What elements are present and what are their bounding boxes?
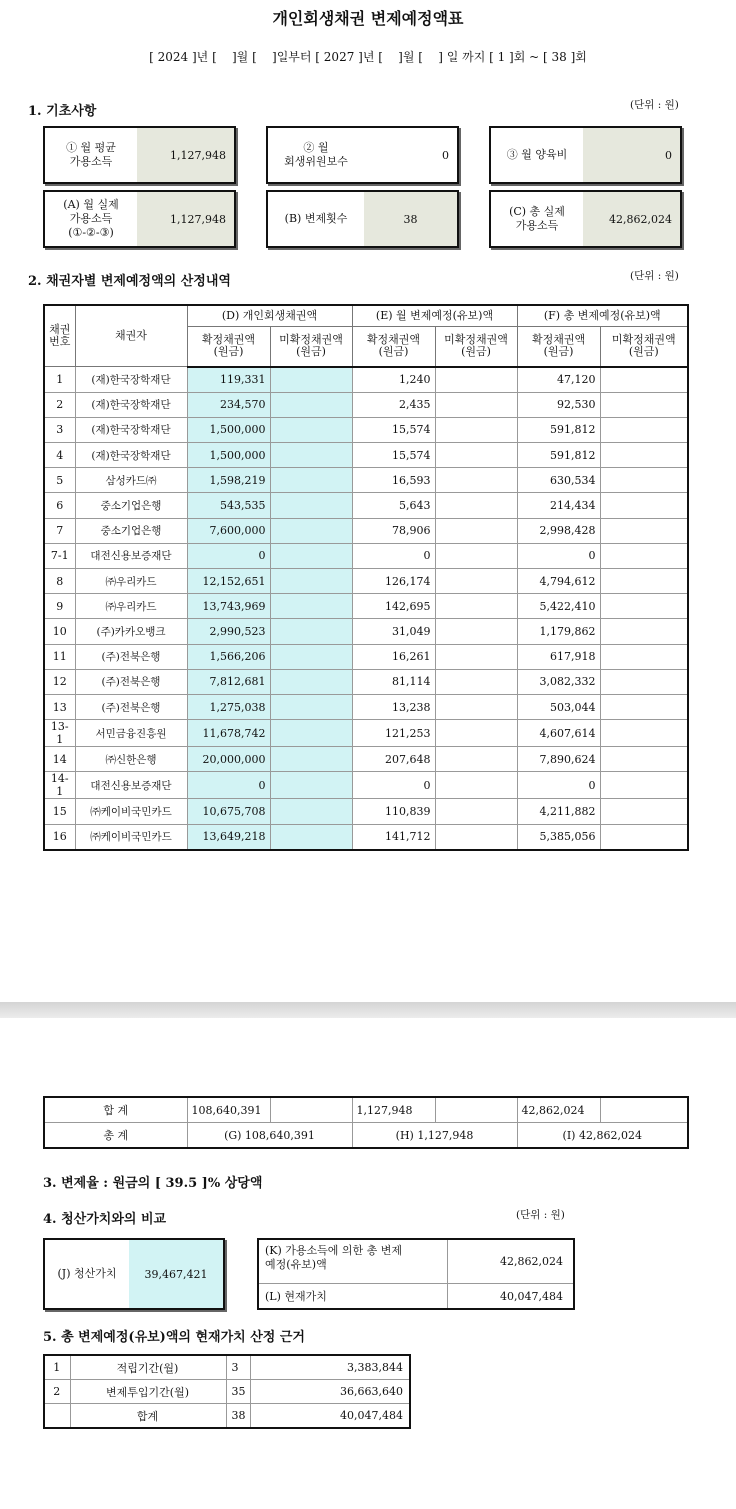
liquidation-value: 39,467,421 (129, 1240, 223, 1308)
creditor-row (44, 772, 688, 799)
confirmed-claim: 119,331 (187, 367, 270, 393)
monthly-payment-unconfirmed (435, 824, 517, 850)
total-payment-unconfirmed (600, 619, 688, 644)
total-payment-unconfirmed (600, 694, 688, 719)
confirmed-claim: 543,535 (187, 493, 270, 518)
monthly-payment: 110,839 (352, 799, 435, 824)
creditor-name: (재)한국장학재단 (75, 367, 187, 393)
total-income-label: (C) 총 실제 가용소득 (509, 204, 565, 232)
monthly-payment-unconfirmed (435, 694, 517, 719)
subtotal-e-unconfirmed (435, 1097, 517, 1123)
total-payment-unconfirmed (600, 644, 688, 669)
e-confirmed-header: 확정채권액 (원금) (352, 327, 435, 367)
creditor-no: 7-1 (44, 543, 75, 568)
unconfirmed-claim (270, 417, 352, 442)
pv-label: 변제투입기간(월) (70, 1380, 226, 1404)
liquidation-value-box (43, 1238, 225, 1310)
creditor-name: 중소기업은행 (75, 518, 187, 543)
unit-label-2: (단위 : 원) (630, 270, 679, 282)
creditor-row (44, 669, 688, 694)
col-no-header: 채권 번호 (44, 305, 75, 367)
monthly-payment-unconfirmed (435, 747, 517, 772)
trustee-fee-value: 0 (442, 148, 449, 162)
pv-row (44, 1355, 410, 1380)
total-payment-unconfirmed (600, 443, 688, 468)
subtotal-f-unconfirmed (600, 1097, 688, 1123)
page-title: 개인회생채권 변제예정액표 (272, 9, 464, 28)
monthly-payment: 2,435 (352, 392, 435, 417)
actual-income-value: 1,127,948 (137, 192, 234, 246)
total-payment-unconfirmed (600, 417, 688, 442)
avg-income-value: 1,127,948 (137, 128, 234, 182)
creditor-row (44, 518, 688, 543)
d-confirmed-header: 확정채권액 (원금) (187, 327, 270, 367)
creditor-name: 대전신용보증재단 (75, 772, 187, 799)
payment-count-box (266, 190, 459, 248)
l-row (259, 1284, 573, 1308)
pv-row (44, 1380, 410, 1404)
totals-table (43, 1096, 689, 1149)
creditor-row (44, 392, 688, 417)
avg-income-box (43, 126, 236, 184)
section4-heading: 4. 청산가치와의 비교 (43, 1212, 167, 1227)
pv-months: 35 (226, 1380, 250, 1404)
unit-label-4: (단위 : 원) (516, 1209, 565, 1221)
creditor-no: 7 (44, 518, 75, 543)
period-line: [ 2024 ]년 [ ]월 [ ]일부터 [ 2027 ]년 [ ]월 [ ] 일 까지 [ 1 ]회 ~ [ 38 ]회 (149, 50, 587, 64)
creditor-row (44, 443, 688, 468)
creditor-no: 15 (44, 799, 75, 824)
unconfirmed-claim (270, 392, 352, 417)
creditor-no: 10 (44, 619, 75, 644)
subtotal-e: 1,127,948 (352, 1097, 435, 1123)
monthly-payment: 126,174 (352, 569, 435, 594)
total-payment-unconfirmed (600, 747, 688, 772)
grand-total-h: (H) 1,127,948 (352, 1123, 517, 1149)
creditor-no: 12 (44, 669, 75, 694)
subtotal-row (44, 1097, 688, 1123)
creditor-name: (주)카카오뱅크 (75, 619, 187, 644)
total-payment: 630,534 (517, 468, 600, 493)
monthly-payment-unconfirmed (435, 367, 517, 393)
confirmed-claim: 0 (187, 772, 270, 799)
monthly-payment: 5,643 (352, 493, 435, 518)
total-payment: 3,082,332 (517, 669, 600, 694)
pv-label: 적립기간(월) (70, 1355, 226, 1380)
total-income-box (489, 190, 682, 248)
total-payment: 2,998,428 (517, 518, 600, 543)
total-payment: 591,812 (517, 417, 600, 442)
creditor-no: 2 (44, 392, 75, 417)
confirmed-claim: 1,500,000 (187, 417, 270, 442)
monthly-payment-unconfirmed (435, 443, 517, 468)
monthly-payment-unconfirmed (435, 772, 517, 799)
creditor-no: 13 (44, 694, 75, 719)
monthly-payment-unconfirmed (435, 518, 517, 543)
child-support-box (489, 126, 682, 184)
creditor-name: 삼성카드㈜ (75, 468, 187, 493)
pv-row (44, 1404, 410, 1429)
k-label: (K) 가용소득에 의한 총 변제 예정(유보)액 (259, 1240, 448, 1283)
total-payment: 47,120 (517, 367, 600, 393)
total-payment-unconfirmed (600, 772, 688, 799)
creditor-name: ㈜우리카드 (75, 569, 187, 594)
total-payment: 1,179,862 (517, 619, 600, 644)
total-payment-unconfirmed (600, 669, 688, 694)
confirmed-claim: 2,990,523 (187, 619, 270, 644)
child-support-label: ③ 월 양육비 (506, 147, 568, 161)
creditor-row (44, 799, 688, 824)
unconfirmed-claim (270, 619, 352, 644)
l-label: (L) 현재가치 (259, 1284, 448, 1308)
unconfirmed-claim (270, 594, 352, 619)
unconfirmed-claim (270, 569, 352, 594)
total-payment: 92,530 (517, 392, 600, 417)
confirmed-claim: 20,000,000 (187, 747, 270, 772)
subtotal-d: 108,640,391 (187, 1097, 270, 1123)
monthly-payment-unconfirmed (435, 799, 517, 824)
unconfirmed-claim (270, 493, 352, 518)
monthly-payment: 121,253 (352, 720, 435, 747)
monthly-payment: 81,114 (352, 669, 435, 694)
monthly-payment-unconfirmed (435, 543, 517, 568)
payment-count-label: (B) 변제횟수 (284, 211, 348, 225)
confirmed-claim: 11,678,742 (187, 720, 270, 747)
unconfirmed-claim (270, 644, 352, 669)
creditor-name: 대전신용보증재단 (75, 543, 187, 568)
monthly-payment: 0 (352, 772, 435, 799)
unit-label-1: (단위 : 원) (630, 99, 679, 111)
confirmed-claim: 1,500,000 (187, 443, 270, 468)
monthly-payment: 142,695 (352, 594, 435, 619)
total-payment-unconfirmed (600, 468, 688, 493)
present-value-table (43, 1354, 411, 1429)
creditor-row (44, 493, 688, 518)
creditor-name: 중소기업은행 (75, 493, 187, 518)
monthly-payment: 16,593 (352, 468, 435, 493)
creditor-name: (주)전북은행 (75, 669, 187, 694)
confirmed-claim: 10,675,708 (187, 799, 270, 824)
creditor-no: 14 (44, 747, 75, 772)
creditor-name: ㈜신한은행 (75, 747, 187, 772)
creditor-name: ㈜케이비국민카드 (75, 824, 187, 850)
creditor-no: 9 (44, 594, 75, 619)
monthly-payment-unconfirmed (435, 468, 517, 493)
section1-heading: 1. 기초사항 (28, 104, 97, 119)
confirmed-claim: 7,812,681 (187, 669, 270, 694)
monthly-payment-unconfirmed (435, 569, 517, 594)
comparison-box (257, 1238, 575, 1310)
section5-heading: 5. 총 변제예정(유보)액의 현재가치 산정 근거 (43, 1330, 305, 1345)
total-payment: 617,918 (517, 644, 600, 669)
unconfirmed-claim (270, 824, 352, 850)
creditor-row (44, 694, 688, 719)
monthly-payment-unconfirmed (435, 594, 517, 619)
monthly-payment: 0 (352, 543, 435, 568)
confirmed-claim: 0 (187, 543, 270, 568)
grand-total-row (44, 1123, 688, 1149)
pv-no: 2 (44, 1380, 70, 1404)
total-payment-unconfirmed (600, 594, 688, 619)
confirmed-claim: 13,649,218 (187, 824, 270, 850)
monthly-payment: 15,574 (352, 443, 435, 468)
subtotal-label: 합 계 (44, 1097, 187, 1123)
total-payment: 503,044 (517, 694, 600, 719)
unconfirmed-claim (270, 367, 352, 393)
group-d-header: (D) 개인회생채권액 (187, 305, 352, 327)
creditor-name: (주)전북은행 (75, 644, 187, 669)
monthly-payment-unconfirmed (435, 417, 517, 442)
total-payment: 0 (517, 543, 600, 568)
monthly-payment: 141,712 (352, 824, 435, 850)
creditor-name: (재)한국장학재단 (75, 392, 187, 417)
pv-no (44, 1404, 70, 1429)
creditor-name: (주)전북은행 (75, 694, 187, 719)
monthly-payment: 78,906 (352, 518, 435, 543)
total-payment: 4,607,614 (517, 720, 600, 747)
creditor-name: (재)한국장학재단 (75, 443, 187, 468)
confirmed-claim: 1,566,206 (187, 644, 270, 669)
creditor-no: 6 (44, 493, 75, 518)
pv-no: 1 (44, 1355, 70, 1380)
creditor-table (43, 304, 689, 851)
creditor-name: ㈜케이비국민카드 (75, 799, 187, 824)
confirmed-claim: 234,570 (187, 392, 270, 417)
group-e-header: (E) 월 변제예정(유보)액 (352, 305, 517, 327)
pv-amount: 40,047,484 (250, 1404, 410, 1429)
creditor-row (44, 824, 688, 850)
total-payment-unconfirmed (600, 799, 688, 824)
creditor-row (44, 594, 688, 619)
total-payment: 5,422,410 (517, 594, 600, 619)
creditor-no: 4 (44, 443, 75, 468)
unconfirmed-claim (270, 720, 352, 747)
total-payment: 591,812 (517, 443, 600, 468)
creditor-row (44, 747, 688, 772)
total-payment-unconfirmed (600, 824, 688, 850)
subtotal-d-unconfirmed (270, 1097, 352, 1123)
d-unconfirmed-header: 미확정채권액 (원금) (270, 327, 352, 367)
trustee-fee-label: ② 월 회생위원보수 (284, 140, 348, 168)
page-separator (0, 1002, 736, 1018)
total-payment-unconfirmed (600, 720, 688, 747)
confirmed-claim: 7,600,000 (187, 518, 270, 543)
total-payment: 0 (517, 772, 600, 799)
total-payment: 4,211,882 (517, 799, 600, 824)
creditor-row (44, 619, 688, 644)
e-unconfirmed-header: 미확정채권액 (원금) (435, 327, 517, 367)
grand-total-i: (I) 42,862,024 (517, 1123, 688, 1149)
avg-income-label: ① 월 평균 가용소득 (66, 140, 116, 168)
creditor-row (44, 720, 688, 747)
subtotal-f: 42,862,024 (517, 1097, 600, 1123)
total-payment-unconfirmed (600, 518, 688, 543)
monthly-payment: 15,574 (352, 417, 435, 442)
total-payment-unconfirmed (600, 569, 688, 594)
creditor-no: 11 (44, 644, 75, 669)
section2-heading: 2. 채권자별 변제예정액의 산정내역 (28, 274, 231, 289)
creditor-no: 1 (44, 367, 75, 393)
monthly-payment: 16,261 (352, 644, 435, 669)
creditor-name: 서민금융진흥원 (75, 720, 187, 747)
grand-total-label: 총 계 (44, 1123, 187, 1149)
actual-income-box (43, 190, 236, 248)
total-payment: 5,385,056 (517, 824, 600, 850)
unconfirmed-claim (270, 747, 352, 772)
confirmed-claim: 12,152,651 (187, 569, 270, 594)
total-payment: 4,794,612 (517, 569, 600, 594)
creditor-no: 14-1 (44, 772, 75, 799)
unconfirmed-claim (270, 543, 352, 568)
unconfirmed-claim (270, 518, 352, 543)
unconfirmed-claim (270, 468, 352, 493)
monthly-payment-unconfirmed (435, 644, 517, 669)
creditor-no: 3 (44, 417, 75, 442)
monthly-payment-unconfirmed (435, 493, 517, 518)
monthly-payment: 31,049 (352, 619, 435, 644)
pv-months: 3 (226, 1355, 250, 1380)
actual-income-label: (A) 월 실제 가용소득 (①-②-③) (63, 197, 119, 240)
total-payment: 7,890,624 (517, 747, 600, 772)
monthly-payment: 1,240 (352, 367, 435, 393)
col-creditor-header: 채권자 (75, 305, 187, 367)
creditor-name: ㈜우리카드 (75, 594, 187, 619)
grand-total-g: (G) 108,640,391 (187, 1123, 352, 1149)
child-support-value: 0 (583, 128, 680, 182)
creditor-name: (재)한국장학재단 (75, 417, 187, 442)
creditor-row (44, 468, 688, 493)
monthly-payment-unconfirmed (435, 392, 517, 417)
confirmed-claim: 13,743,969 (187, 594, 270, 619)
total-payment: 214,434 (517, 493, 600, 518)
creditor-row (44, 569, 688, 594)
f-unconfirmed-header: 미확정채권액 (원금) (600, 327, 688, 367)
group-f-header: (F) 총 변제예정(유보)액 (517, 305, 688, 327)
unconfirmed-claim (270, 669, 352, 694)
total-income-value: 42,862,024 (583, 192, 680, 246)
pv-amount: 36,663,640 (250, 1380, 410, 1404)
unconfirmed-claim (270, 772, 352, 799)
pv-label: 합계 (70, 1404, 226, 1429)
unconfirmed-claim (270, 799, 352, 824)
monthly-payment-unconfirmed (435, 619, 517, 644)
pv-months: 38 (226, 1404, 250, 1429)
creditor-row (44, 417, 688, 442)
total-payment-unconfirmed (600, 493, 688, 518)
k-row (259, 1240, 573, 1284)
creditor-no: 16 (44, 824, 75, 850)
l-value: 40,047,484 (500, 1289, 563, 1303)
f-confirmed-header: 확정채권액 (원금) (517, 327, 600, 367)
creditor-row (44, 543, 688, 568)
creditor-no: 13-1 (44, 720, 75, 747)
liquidation-value-label: (J) 청산가치 (57, 1266, 117, 1280)
total-payment-unconfirmed (600, 392, 688, 417)
confirmed-claim: 1,275,038 (187, 694, 270, 719)
pv-amount: 3,383,844 (250, 1355, 410, 1380)
monthly-payment-unconfirmed (435, 669, 517, 694)
creditor-no: 8 (44, 569, 75, 594)
creditor-no: 5 (44, 468, 75, 493)
confirmed-claim: 1,598,219 (187, 468, 270, 493)
unconfirmed-claim (270, 443, 352, 468)
section3-heading: 3. 변제율 : 원금의 [ 39.5 ]% 상당액 (43, 1176, 263, 1191)
total-payment-unconfirmed (600, 367, 688, 393)
unconfirmed-claim (270, 694, 352, 719)
payment-count-value: 38 (364, 192, 457, 246)
creditor-row (44, 644, 688, 669)
monthly-payment: 13,238 (352, 694, 435, 719)
trustee-fee-box (266, 126, 459, 184)
monthly-payment: 207,648 (352, 747, 435, 772)
monthly-payment-unconfirmed (435, 720, 517, 747)
k-value: 42,862,024 (500, 1255, 563, 1268)
total-payment-unconfirmed (600, 543, 688, 568)
creditor-row (44, 367, 688, 393)
